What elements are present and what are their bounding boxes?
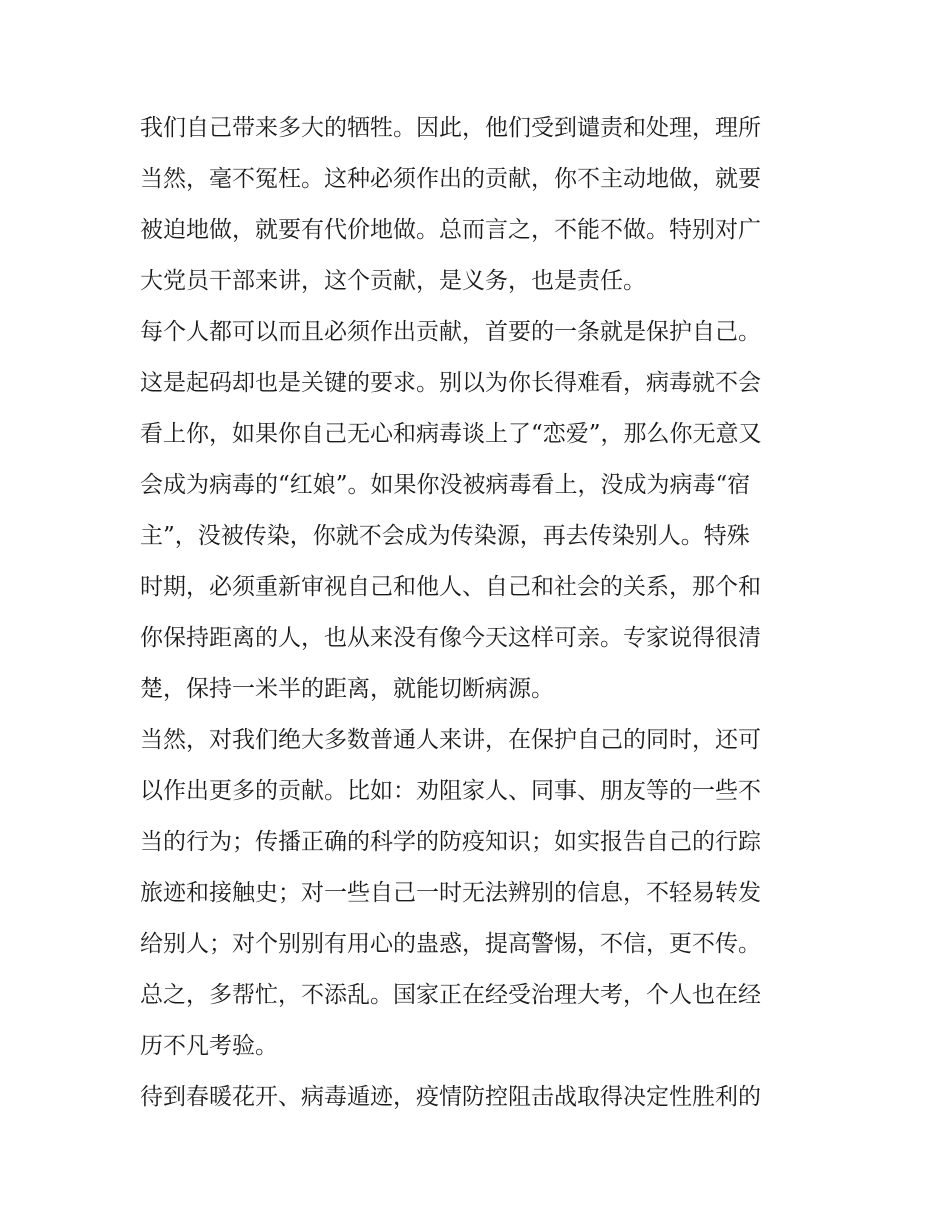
text-line: 我们自己带来多大的牺牲。因此，他们受到谴责和处理，理所 bbox=[140, 115, 761, 141]
text-line: 历不凡考验。 bbox=[140, 1033, 278, 1059]
paragraph-3 bbox=[140, 715, 820, 1072]
text-line: 以作出更多的贡献。比如：劝阻家人、同事、朋友等的一些不 bbox=[140, 778, 761, 804]
text-line: 主”，没被传染，你就不会成为传染源，再去传染别人。特殊 bbox=[140, 523, 750, 549]
paragraph-2 bbox=[140, 307, 820, 715]
text-line: 被迫地做，就要有代价地做。总而言之，不能不做。特别对广 bbox=[140, 217, 761, 243]
text-line: 待到春暖花开、病毒遁迹，疫情防控阻击战取得决定性胜利的 bbox=[140, 1084, 761, 1110]
text-line: 旅迹和接触史；对一些自己一时无法辨别的信息，不轻易转发 bbox=[140, 880, 761, 906]
text-line: 大党员干部来讲，这个贡献，是义务，也是责任。 bbox=[140, 268, 646, 294]
text-line: 楚，保持一米半的距离，就能切断病源。 bbox=[140, 676, 554, 702]
text-line: 看上你，如果你自己无心和病毒谈上了“恋爱”，那么你无意又 bbox=[140, 421, 762, 447]
text-line: 给别人；对个别别有用心的蛊惑，提高警惕，不信，更不传。 bbox=[140, 931, 761, 957]
document-body bbox=[140, 103, 820, 1123]
text-line: 当然，毫不冤枉。这种必须作出的贡献，你不主动地做，就要 bbox=[140, 166, 761, 192]
text-line: 这是起码却也是关键的要求。别以为你长得难看，病毒就不会 bbox=[140, 370, 761, 396]
text-line: 当的行为；传播正确的科学的防疫知识；如实报告自己的行踪 bbox=[140, 829, 761, 855]
text-line: 当然，对我们绝大多数普通人来讲，在保护自己的同时，还可 bbox=[140, 727, 761, 753]
text-line: 每个人都可以而且必须作出贡献，首要的一条就是保护自己。 bbox=[140, 319, 761, 345]
paragraph-4 bbox=[140, 1072, 820, 1123]
text-line: 总之，多帮忙，不添乱。国家正在经受治理大考，个人也在经 bbox=[140, 982, 761, 1008]
text-line: 时期，必须重新审视自己和他人、自己和社会的关系，那个和 bbox=[140, 574, 761, 600]
text-line: 你保持距离的人，也从来没有像今天这样可亲。专家说得很清 bbox=[140, 625, 761, 651]
text-line: 会成为病毒的“红娘”。如果你没被病毒看上，没成为病毒“宿 bbox=[140, 472, 751, 498]
paragraph-1 bbox=[140, 103, 820, 307]
